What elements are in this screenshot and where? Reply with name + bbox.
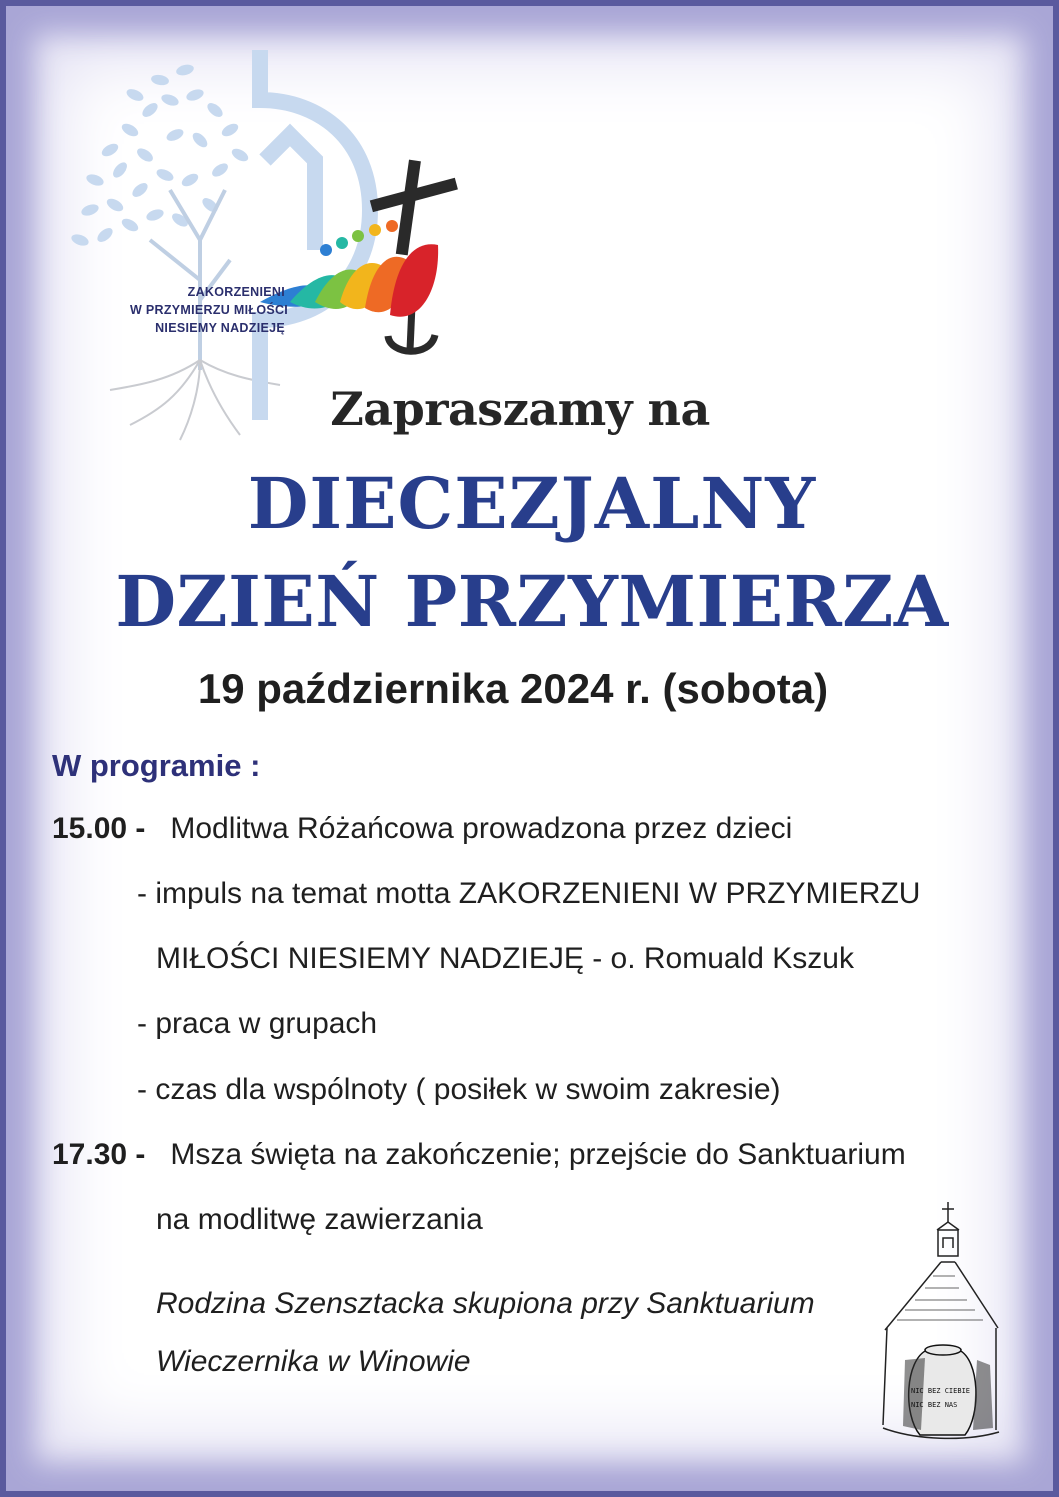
event-date: 19 października 2024 r. (sobota) — [197, 665, 829, 712]
event-title-line-1: DIECEZJALNY — [247, 462, 817, 545]
logo-motto-line-1: ZAKORZENIENI — [187, 285, 285, 299]
program-item — [52, 1138, 906, 1172]
program-text: - czas dla wspólnoty ( posiłek w swoim zakresie) — [137, 1073, 781, 1106]
logo-motto — [130, 283, 289, 337]
program-item — [137, 1073, 781, 1107]
chapel-sketch — [875, 1200, 1005, 1450]
program-text: na modlitwę zawierzania — [156, 1203, 483, 1236]
logo-motto-line-3: NIESIEMY NADZIEJĘ — [155, 321, 285, 335]
program-time: 17.30 - — [52, 1138, 146, 1171]
jar-text-2: NIC BEZ NAS — [911, 1401, 958, 1409]
program-item — [156, 942, 854, 976]
program-text: Msza święta na zakończenie; przejście do Sanktuarium — [170, 1138, 906, 1171]
program-heading: W programie : — [52, 748, 261, 783]
logo-motto-line-2: W PRZYMIERZU MIŁOŚCI — [130, 303, 289, 317]
program-item — [137, 877, 920, 911]
program-text: Modlitwa Różańcowa prowadzona przez dzieci — [170, 812, 793, 845]
organizer-line-2: Wieczernika w Winowie — [156, 1345, 471, 1378]
intro-text: Zapraszamy na — [330, 382, 710, 436]
event-title-line-2: DZIEŃ PRZYMIERZA — [115, 560, 949, 643]
program-item — [156, 1203, 483, 1237]
program-text: MIŁOŚCI NIESIEMY NADZIEJĘ - o. Romuald Kszuk — [156, 942, 854, 975]
chapel-icon — [875, 1200, 1005, 1450]
program-time: 15.00 - — [52, 812, 146, 845]
organizer-line-1: Rodzina Szensztacka skupiona przy Sanktuarium — [156, 1287, 815, 1320]
cross-icon — [370, 160, 458, 256]
program-item — [137, 1007, 377, 1041]
jar-text-1: NIC BEZ CIEBIE — [911, 1387, 971, 1395]
program-text: - praca w grupach — [137, 1007, 378, 1040]
program-text: - impuls na temat motta ZAKORZENIENI W PRZYMIERZU — [137, 877, 921, 910]
program-item — [52, 812, 792, 846]
